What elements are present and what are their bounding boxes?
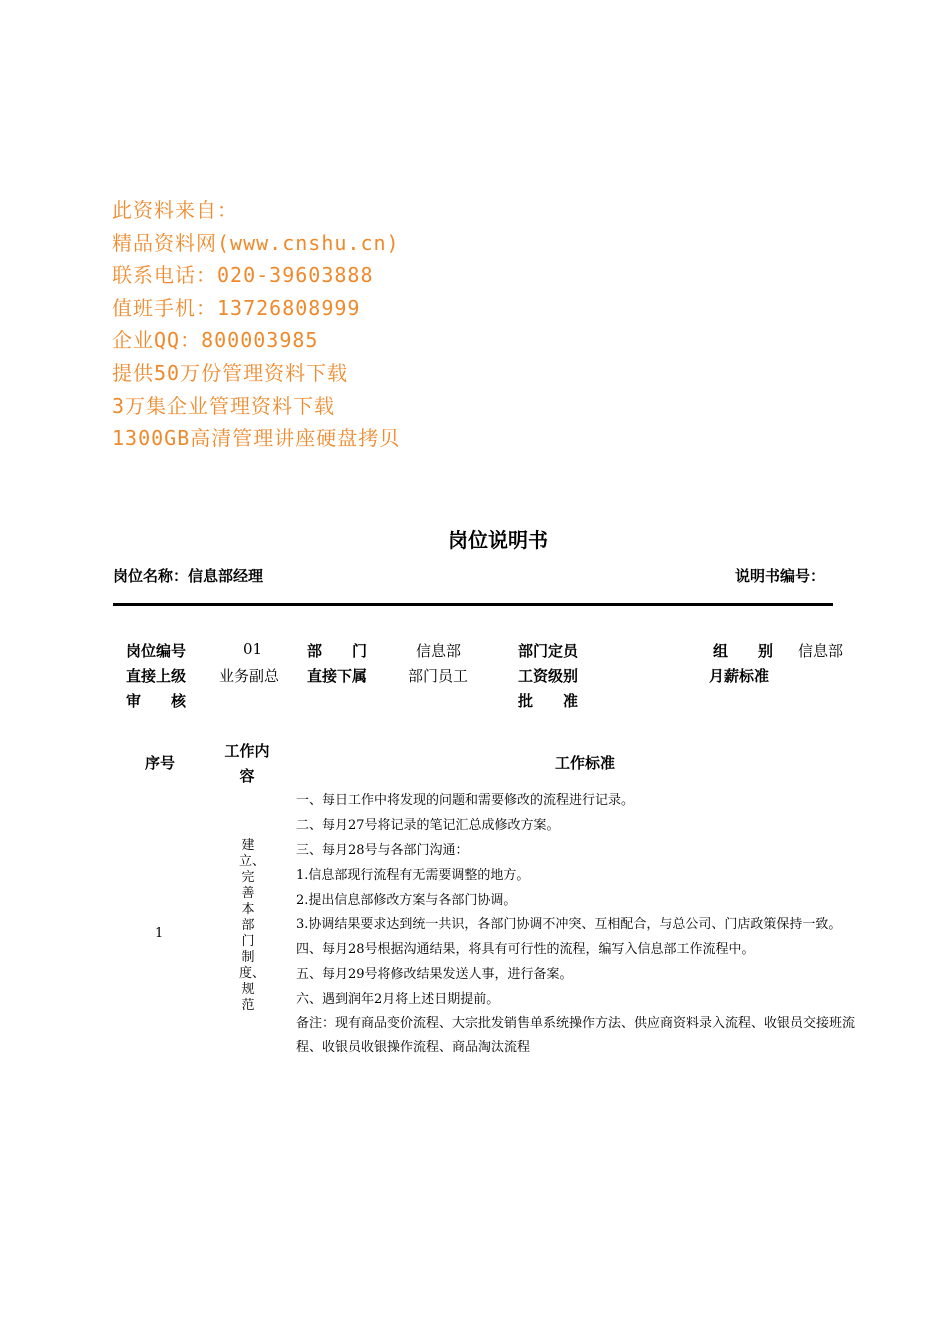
th-work-content: 工作内容 — [224, 742, 270, 785]
value-position-code: 01 — [243, 640, 263, 658]
promo-block — [112, 194, 400, 455]
label-monthly-salary: 月薪标准 — [709, 667, 770, 685]
standard-item: 六、遇到润年2月将上述日期提前。 — [296, 992, 500, 1007]
label-direct-superior: 直接上级 — [126, 667, 187, 685]
th-seq: 序号 — [144, 754, 175, 772]
promo-line: 值班手机：13726808999 — [112, 295, 361, 320]
promo-line: 精品资料网(www.cnshu.cn) — [112, 230, 400, 255]
row-seq: 1 — [155, 926, 164, 941]
value-group: 信息部 — [798, 642, 844, 660]
standard-item: 3.协调结果要求达到统一共识，各部门协调不冲突、互相配合，与总公司、门店政策保持一致。 — [296, 917, 842, 932]
promo-line: 此资料来自： — [112, 198, 238, 222]
label-review: 审 核 — [126, 692, 187, 710]
value-department: 信息部 — [416, 642, 462, 660]
label-approve: 批 准 — [518, 692, 579, 710]
row-work-standards — [296, 788, 880, 1060]
promo-line: 提供50万份管理资料下载 — [112, 360, 349, 385]
row-work-content: 建立、完善本部门制度、规范 — [239, 838, 266, 1013]
standard-item: 2.提出信息部修改方案与各部门协调。 — [296, 893, 517, 908]
position-name: 岗位名称：信息部经理 — [113, 567, 264, 585]
standard-item: 五、每月29号将修改结果发送人事，进行备案。 — [296, 967, 573, 982]
promo-line: 联系电话：020-39603888 — [112, 263, 374, 288]
label-group: 组 别 — [713, 642, 774, 660]
promo-line: 企业QQ：800003985 — [112, 328, 319, 353]
standard-note: 备注：现有商品变价流程、大宗批发销售单系统操作方法、供应商资料录入流程、收银员交接班流程、收银员收银操作流程、商品淘汰流程 — [296, 1016, 856, 1055]
label-salary-grade: 工资级别 — [518, 667, 579, 685]
standard-item: 四、每月28号根据沟通结果，将具有可行性的流程，编写入信息部工作流程中。 — [296, 942, 755, 957]
document-title: 岗位说明书 — [448, 528, 548, 552]
header-rule — [113, 603, 833, 606]
label-headcount: 部门定员 — [518, 642, 579, 660]
th-work-standard: 工作标准 — [554, 754, 615, 772]
standard-item: 一、每日工作中将发现的问题和需要修改的流程进行记录。 — [296, 793, 635, 808]
label-position-code: 岗位编号 — [126, 642, 187, 660]
promo-line: 1300GB高清管理讲座硬盘拷贝 — [112, 426, 401, 451]
value-direct-subordinate: 部门员工 — [408, 667, 469, 685]
label-direct-subordinate: 直接下属 — [307, 667, 368, 685]
standard-item: 三、每月28号与各部门沟通： — [296, 843, 469, 858]
standard-item: 1.信息部现行流程有无需要调整的地方。 — [296, 868, 530, 883]
promo-line: 3万集企业管理资料下载 — [112, 393, 336, 418]
value-direct-superior: 业务副总 — [219, 667, 280, 685]
standard-item: 二、每月27号将记录的笔记汇总成修改方案。 — [296, 818, 560, 833]
doc-number-label: 说明书编号： — [735, 567, 826, 585]
label-department: 部 门 — [307, 642, 368, 660]
